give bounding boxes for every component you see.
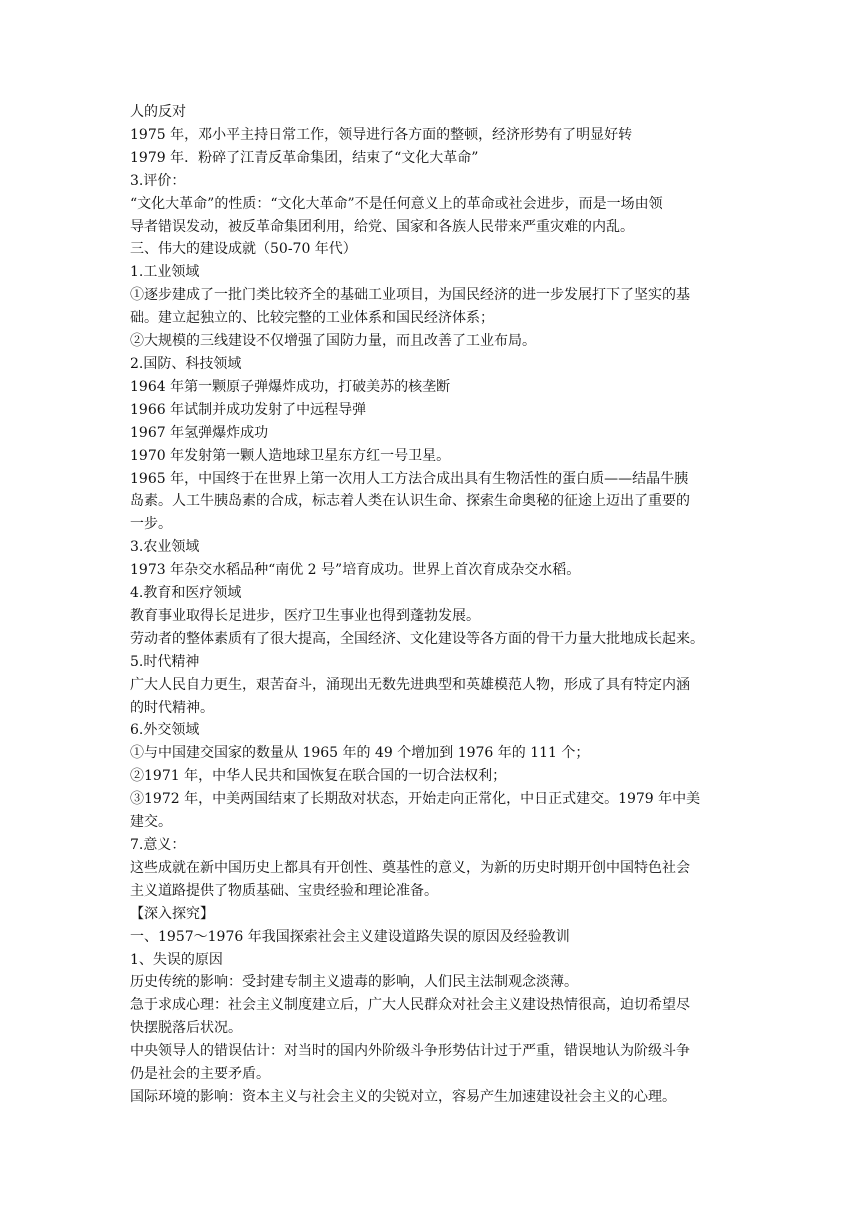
text-line: 岛素。人工牛胰岛素的合成，标志着人类在认识生命、探索生命奥秘的征途上迈出了重要的 [130, 493, 690, 510]
section-heading: 3.农业领域 [130, 539, 200, 556]
section-heading: 三、伟大的建设成就（50-70 年代） [130, 241, 357, 258]
text-line: 这些成就在新中国历史上都具有开创性、奠基性的意义，为新的历史时期开创中国特色社会 [130, 859, 690, 876]
text-line: 历史传统的影响：受封建专制主义遗毒的影响，人们民主法制观念淡薄。 [130, 974, 578, 991]
text-line: ②大规模的三线建设不仅增强了国防力量，而且改善了工业布局。 [130, 333, 536, 350]
text-line: 1975 年，邓小平主持日常工作，领导进行各方面的整顿，经济形势有了明显好转 [130, 126, 633, 143]
text-line: 人的反对 [130, 104, 186, 120]
text-line: ②1971 年，中华人民共和国恢复在联合国的一切合法权利； [130, 768, 507, 785]
text-line: 教育事业取得长足进步，医疗卫生事业也得到蓬勃发展。 [130, 607, 480, 624]
text-line: 一步。 [130, 516, 172, 533]
text-line: 1973 年杂交水稻品种“南优 2 号”培育成功。世界上首次育成杂交水稻。 [130, 562, 581, 579]
text-line: ①与中国建交国家的数量从 1965 年的 49 个增加到 1976 年的 111 个； [130, 745, 590, 762]
text-line: 国际环境的影响：资本主义与社会主义的尖锐对立，容易产生加速建设社会主义的心理。 [130, 1088, 676, 1105]
text-line: ③1972 年，中美两国结束了长期敌对状态，开始走向正常化，中日正式建交。1979 年中美 [130, 791, 701, 808]
section-heading: 【深入探究】 [130, 905, 214, 922]
text-line: ①逐步建成了一批门类比较齐全的基础工业项目，为国民经济的进一步发展打下了坚实的基 [130, 287, 690, 304]
section-heading: 3.评价： [130, 172, 186, 189]
text-line: 的时代精神。 [130, 699, 214, 716]
section-heading: 2.国防、科技领域 [130, 355, 242, 372]
text-line: 1966 年试制并成功发射了中远程导弹 [130, 401, 367, 418]
section-heading: 1.工业领域 [130, 264, 200, 281]
text-line: 导者错误发动，被反革命集团利用，给党、国家和各族人民带来严重灾难的内乱。 [130, 218, 634, 235]
section-heading: 4.教育和医疗领域 [130, 585, 242, 602]
text-line: “文化大革命”的性质：“文化大革命”不是任何意义上的革命或社会进步，而是一场由领 [130, 195, 663, 212]
text-line: 1979 年．粉碎了江青反革命集团，结束了“文化大革命” [130, 149, 479, 166]
text-line: 广大人民自力更生，艰苦奋斗，涌现出无数先进典型和英雄模范人物，形成了具有特定内涵 [130, 676, 690, 693]
section-heading: 一、1957～1976 年我国探索社会主义建设道路失误的原因及经验教训 [130, 928, 570, 945]
text-line: 1964 年第一颗原子弹爆炸成功，打破美苏的核垄断 [130, 378, 451, 395]
text-line: 劳动者的整体素质有了很大提高，全国经济、文化建设等各方面的骨干力量大批地成长起来。 [130, 630, 704, 647]
section-heading: 7.意义： [130, 837, 186, 853]
text-line: 1967 年氢弹爆炸成功 [130, 424, 269, 441]
text-line: 1970 年发射第一颗人造地球卫星东方红一号卫星。 [130, 447, 451, 464]
section-heading: 6.外交领域 [130, 722, 200, 739]
text-line: 仍是社会的主要矛盾。 [130, 1066, 270, 1083]
text-line: 1965 年，中国终于在世界上第一次用人工方法合成出具有生物活性的蛋白质——结晶牛胰 [130, 470, 689, 487]
section-heading: 5.时代精神 [130, 653, 200, 670]
text-line: 础。建立起独立的、比较完整的工业体系和国民经济体系； [130, 310, 494, 327]
text-line: 快摆脱落后状况。 [130, 1020, 242, 1037]
text-line: 急于求成心理：社会主义制度建立后，广大人民群众对社会主义建设热情很高，迫切希望尽 [130, 997, 690, 1014]
section-heading: 1、失误的原因 [130, 951, 223, 968]
document-body [130, 101, 742, 1109]
text-line: 主义道路提供了物质基础、宝贵经验和理论准备。 [130, 882, 438, 899]
text-line: 中央领导人的错误估计：对当时的国内外阶级斗争形势估计过于严重，错误地认为阶级斗争 [130, 1043, 690, 1060]
text-line: 建交。 [130, 814, 172, 831]
